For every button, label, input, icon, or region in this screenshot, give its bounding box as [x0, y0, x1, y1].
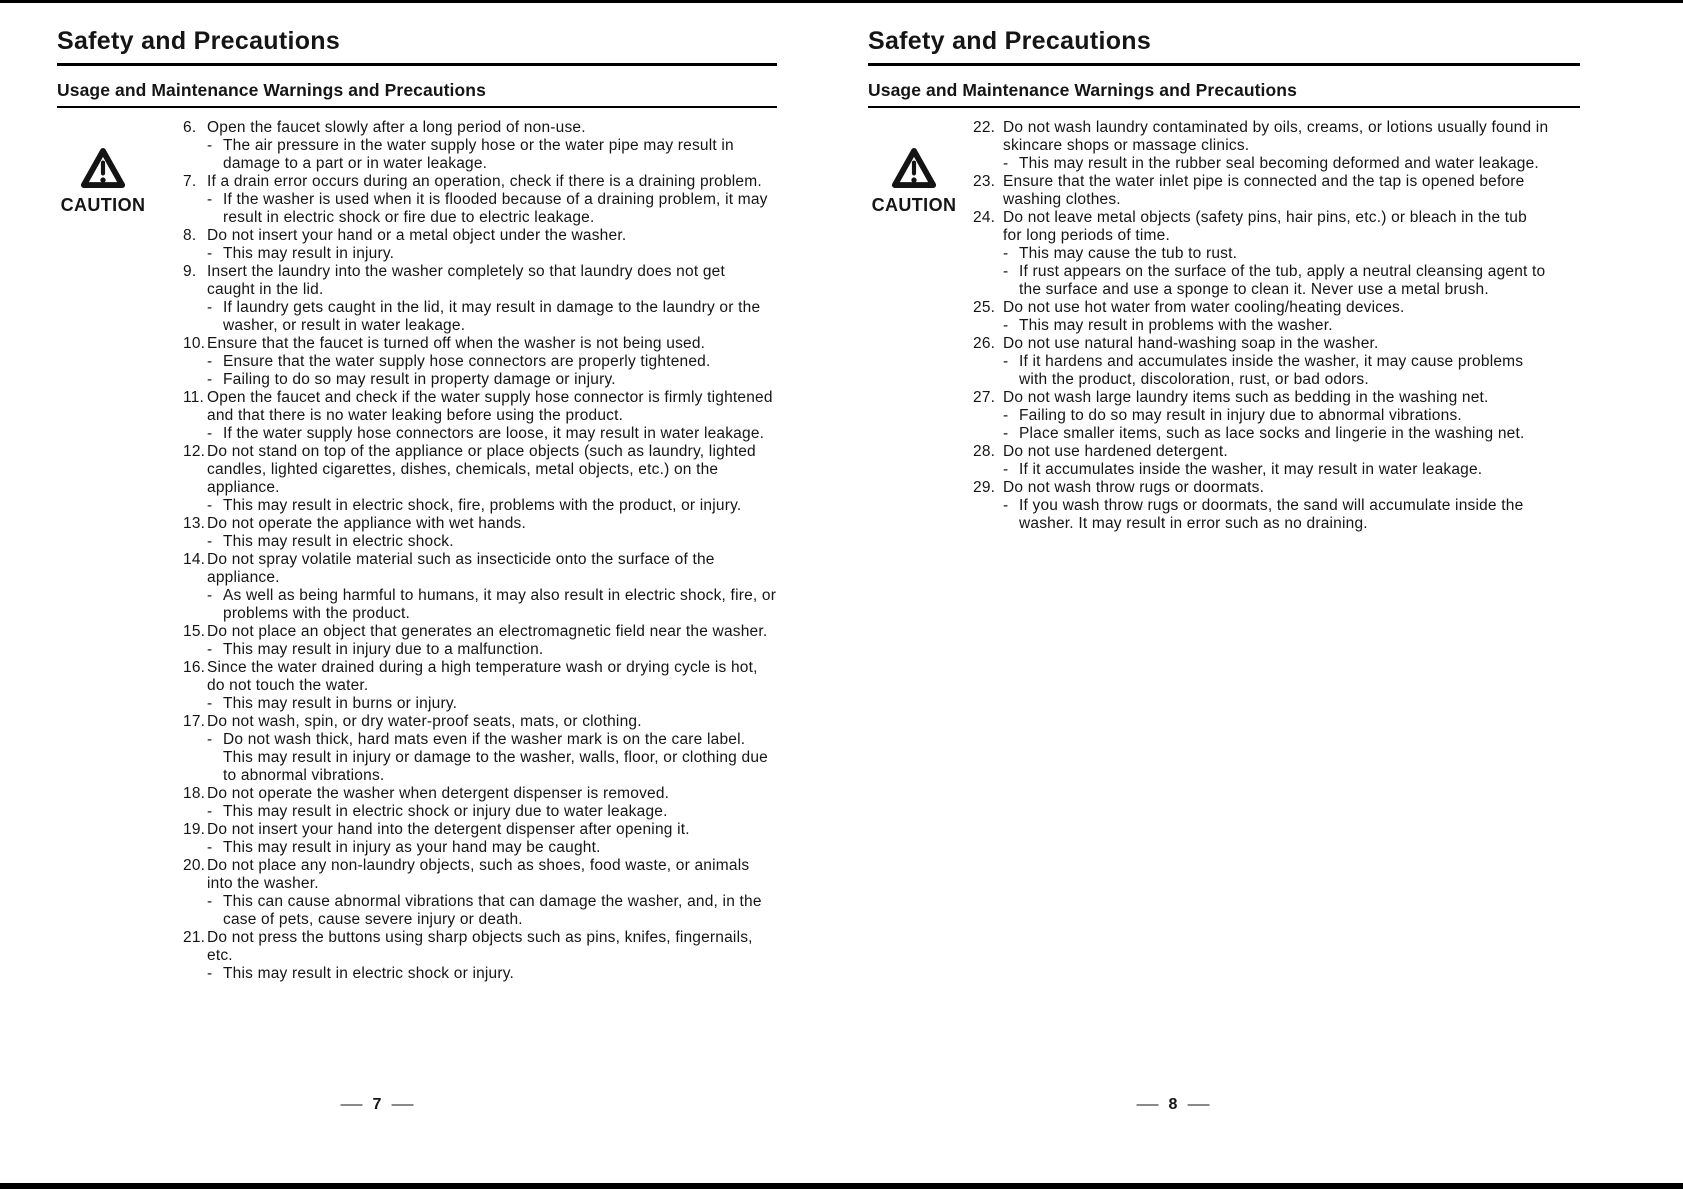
item-subnote: [207, 641, 777, 659]
dash-marker: -: [1003, 497, 1009, 514]
dash-marker: -: [1003, 461, 1009, 478]
item-subnote: [207, 731, 777, 749]
item-subnote: [1003, 155, 1550, 173]
precaution-item: [183, 443, 777, 515]
dash-marker: -: [1003, 425, 1009, 442]
title-rule: [57, 63, 777, 66]
item-number: 6.: [183, 119, 197, 136]
subnote-text: If you wash throw rugs or doormats, the sand will accumulate inside the washer. It may result in error such as no draining.: [1019, 497, 1524, 532]
item-text: Ensure that the water inlet pipe is connected and the tap is opened before washing clothes.: [1003, 173, 1525, 208]
precaution-item: [183, 659, 777, 713]
item-subnote: [207, 353, 777, 371]
item-number: 15.: [183, 623, 206, 640]
item-number: 8.: [183, 227, 197, 244]
dash-marker: -: [1003, 263, 1009, 280]
warning-triangle-icon: [889, 145, 939, 191]
dash-marker: -: [207, 497, 213, 514]
item-subnote: [1003, 353, 1550, 389]
item-subnote: [1003, 407, 1550, 425]
item-subnote: [207, 497, 777, 515]
item-number: 22.: [973, 119, 996, 136]
dash-marker: -: [207, 137, 213, 154]
subnote-text: This may result in electric shock, fire, problems with the product, or injury.: [223, 497, 742, 514]
item-number: 17.: [183, 713, 206, 730]
caution-block: [868, 119, 973, 216]
page-number-dash: [1187, 1104, 1209, 1106]
item-subnote: [207, 245, 777, 263]
item-text: Do not wash throw rugs or doormats.: [1003, 479, 1265, 496]
subnote-text: If it accumulates inside the washer, it may result in water leakage.: [1019, 461, 1483, 478]
precaution-list: [973, 119, 1550, 533]
subnote-text: Failing to do so may result in injury due to abnormal vibrations.: [1019, 407, 1462, 424]
page-number-dash: [391, 1104, 413, 1106]
item-text: Do not stand on top of the appliance or place objects (such as laundry, lighted candles, lighted cigarettes, dishes, chemicals, metal objects, etc.) on the appliance.: [207, 443, 756, 496]
precaution-item: [183, 857, 777, 929]
item-subnote: [1003, 245, 1550, 263]
precaution-item: [183, 263, 777, 335]
item-number: 18.: [183, 785, 206, 802]
item-number: 16.: [183, 659, 206, 676]
item-text: Do not place an object that generates an electromagnetic field near the washer.: [207, 623, 768, 640]
item-number: 26.: [973, 335, 996, 352]
item-number: 14.: [183, 551, 206, 568]
dash-marker: -: [207, 803, 213, 820]
section-rule: [57, 106, 777, 108]
item-subnote: [207, 137, 777, 173]
item-text: Do not spray volatile material such as insecticide onto the surface of the appliance.: [207, 551, 715, 586]
subnote-text: This may result in injury or damage to the washer, walls, floor, or clothing due to abnormal vibrations.: [223, 749, 768, 784]
item-subnote: [207, 533, 777, 551]
item-text: Do not wash, spin, or dry water-proof seats, mats, or clothing.: [207, 713, 642, 730]
item-text: Open the faucet and check if the water supply hose connector is firmly tightened and that there is no water leaking before using the product.: [207, 389, 773, 424]
item-subnote: [1003, 497, 1550, 533]
section-heading: Usage and Maintenance Warnings and Precautions: [57, 80, 486, 100]
subnote-text: If the water supply hose connectors are loose, it may result in water leakage.: [223, 425, 765, 442]
subnote-text: If laundry gets caught in the lid, it may result in damage to the laundry or the washer, or result in water leakage.: [223, 299, 761, 334]
subnote-text: As well as being harmful to humans, it may also result in electric shock, fire, or problems with the product.: [223, 587, 777, 622]
dash-marker: -: [207, 371, 213, 388]
subnote-text: Do not wash thick, hard mats even if the washer mark is on the care label.: [223, 731, 746, 748]
precaution-item: [183, 119, 777, 173]
item-subnote: [207, 587, 777, 623]
precaution-item: [183, 515, 777, 551]
precaution-item: [183, 713, 777, 785]
subnote-text: This may cause the tub to rust.: [1019, 245, 1238, 262]
precaution-item: [183, 785, 777, 821]
page-number-dash: [1137, 1104, 1159, 1106]
item-subnote: [207, 695, 777, 713]
item-text: Insert the laundry into the washer completely so that laundry does not get caught in the lid.: [207, 263, 725, 298]
dash-marker: -: [207, 965, 213, 982]
dash-marker: -: [1003, 353, 1009, 370]
page-number: [341, 1096, 414, 1114]
subnote-text: This can cause abnormal vibrations that can damage the washer, and, in the case of pets, cause severe injury or death.: [223, 893, 762, 928]
dash-marker: -: [207, 839, 213, 856]
item-number: 20.: [183, 857, 206, 874]
item-number: 7.: [183, 173, 197, 190]
item-subnote: [1003, 461, 1550, 479]
item-text: Since the water drained during a high temperature wash or drying cycle is hot, do not touch the water.: [207, 659, 758, 694]
item-subnote: [207, 749, 777, 785]
precaution-item: [183, 389, 777, 443]
dash-marker: -: [207, 425, 213, 442]
page-number: [1137, 1096, 1210, 1114]
precaution-item: [973, 479, 1550, 533]
precaution-item: [183, 551, 777, 623]
dash-marker: -: [207, 191, 213, 208]
title-rule: [868, 63, 1580, 66]
item-number: 25.: [973, 299, 996, 316]
subnote-text: This may result in electric shock or injury due to water leakage.: [223, 803, 668, 820]
section-rule: [868, 106, 1580, 108]
caution-label: CAUTION: [871, 195, 957, 215]
page-number-value: 8: [1168, 1096, 1178, 1113]
dash-marker: -: [207, 533, 213, 550]
item-subnote: [207, 839, 777, 857]
dash-marker: -: [207, 299, 213, 316]
caution-label: CAUTION: [60, 195, 146, 215]
precaution-item: [973, 209, 1550, 299]
precaution-item: [183, 623, 777, 659]
precaution-item: [183, 227, 777, 263]
dash-marker: -: [1003, 407, 1009, 424]
item-text: Ensure that the faucet is turned off when the washer is not being used.: [207, 335, 706, 352]
item-subnote: [207, 893, 777, 929]
item-text: Open the faucet slowly after a long period of non-use.: [207, 119, 586, 136]
item-number: 28.: [973, 443, 996, 460]
item-subnote: [207, 299, 777, 335]
manual-page-right: [868, 24, 1580, 1113]
precaution-item: [183, 173, 777, 227]
item-number: 23.: [973, 173, 996, 190]
manual-page-left: [57, 24, 777, 1113]
item-text: Do not insert your hand or a metal object under the washer.: [207, 227, 627, 244]
subnote-text: This may result in injury as your hand may be caught.: [223, 839, 601, 856]
caution-block: [57, 119, 183, 216]
subnote-text: Ensure that the water supply hose connectors are properly tightened.: [223, 353, 711, 370]
precaution-list: [183, 119, 777, 983]
precaution-item: [973, 389, 1550, 443]
page-top-border: [0, 0, 1683, 3]
subnote-text: This may result in burns or injury.: [223, 695, 458, 712]
dash-marker: -: [1003, 245, 1009, 262]
precaution-item: [973, 299, 1550, 335]
dash-marker: -: [1003, 155, 1009, 172]
item-number: 12.: [183, 443, 206, 460]
dash-marker: -: [207, 353, 213, 370]
item-number: 13.: [183, 515, 206, 532]
subnote-text: If it hardens and accumulates inside the washer, it may cause problems with the product, discoloration, rust, or bad odors.: [1019, 353, 1524, 388]
dash-marker: -: [207, 587, 213, 604]
page-title: Safety and Precautions: [868, 27, 1152, 55]
subnote-text: If the washer is used when it is flooded because of a draining problem, it may result in electric shock or fire due to electric leakage.: [223, 191, 768, 226]
subnote-text: The air pressure in the water supply hose or the water pipe may result in damage to a part or in water leakage.: [223, 137, 734, 172]
item-subnote: [207, 191, 777, 227]
item-text: Do not wash large laundry items such as bedding in the washing net.: [1003, 389, 1489, 406]
precaution-item: [973, 173, 1550, 209]
dash-marker: -: [207, 731, 213, 748]
subnote-text: This may result in injury due to a malfunction.: [223, 641, 544, 658]
item-text: If a drain error occurs during an operation, check if there is a draining problem.: [207, 173, 762, 190]
subnote-text: If rust appears on the surface of the tub, apply a neutral cleansing agent to the surface and use a sponge to clean it. Never use a metal brush.: [1019, 263, 1546, 298]
subnote-text: Place smaller items, such as lace socks and lingerie in the washing net.: [1019, 425, 1525, 442]
item-number: 11.: [183, 389, 204, 406]
item-text: Do not place any non-laundry objects, such as shoes, food waste, or animals into the washer.: [207, 857, 750, 892]
subnote-text: Failing to do so may result in property damage or injury.: [223, 371, 616, 388]
item-text: Do not operate the washer when detergent dispenser is removed.: [207, 785, 670, 802]
item-number: 21.: [183, 929, 206, 946]
section-heading: Usage and Maintenance Warnings and Precautions: [868, 80, 1297, 100]
item-number: 19.: [183, 821, 206, 838]
item-number: 10.: [183, 335, 206, 352]
item-subnote: [1003, 425, 1550, 443]
dash-marker: -: [207, 695, 213, 712]
precaution-item: [183, 929, 777, 983]
item-subnote: [1003, 317, 1550, 335]
page-bottom-border: [0, 1183, 1683, 1189]
item-subnote: [207, 965, 777, 983]
item-number: 29.: [973, 479, 996, 496]
subnote-text: This may result in problems with the washer.: [1019, 317, 1333, 334]
precaution-item: [973, 443, 1550, 479]
item-text: Do not wash laundry contaminated by oils, creams, or lotions usually found in skincare shops or massage clinics.: [1003, 119, 1549, 154]
subnote-text: This may result in injury.: [223, 245, 395, 262]
item-subnote: [207, 425, 777, 443]
item-number: 27.: [973, 389, 996, 406]
item-text: Do not press the buttons using sharp objects such as pins, knifes, fingernails, etc.: [207, 929, 753, 964]
item-subnote: [1003, 263, 1550, 299]
item-text: Do not insert your hand into the detergent dispenser after opening it.: [207, 821, 690, 838]
precaution-item: [973, 119, 1550, 173]
item-text: Do not operate the appliance with wet hands.: [207, 515, 527, 532]
page-title: Safety and Precautions: [57, 27, 341, 55]
precaution-item: [183, 335, 777, 389]
dash-marker: -: [207, 641, 213, 658]
item-number: 24.: [973, 209, 996, 226]
item-text: Do not use hardened detergent.: [1003, 443, 1228, 460]
precaution-item: [183, 821, 777, 857]
dash-marker: -: [207, 893, 213, 910]
subnote-text: This may result in electric shock or injury.: [223, 965, 515, 982]
page-number-dash: [341, 1104, 363, 1106]
dash-marker: -: [207, 245, 213, 262]
page-number-value: 7: [372, 1096, 382, 1113]
item-text: Do not use hot water from water cooling/heating devices.: [1003, 299, 1405, 316]
item-text: Do not leave metal objects (safety pins, hair pins, etc.) or bleach in the tub for long periods of time.: [1003, 209, 1527, 244]
item-subnote: [207, 371, 777, 389]
subnote-text: This may result in the rubber seal becoming deformed and water leakage.: [1019, 155, 1539, 172]
warning-triangle-icon: [78, 145, 128, 191]
subnote-text: This may result in electric shock.: [223, 533, 454, 550]
item-subnote: [207, 803, 777, 821]
item-text: Do not use natural hand-washing soap in the washer.: [1003, 335, 1379, 352]
precaution-item: [973, 335, 1550, 389]
item-number: 9.: [183, 263, 197, 280]
dash-marker: -: [1003, 317, 1009, 334]
